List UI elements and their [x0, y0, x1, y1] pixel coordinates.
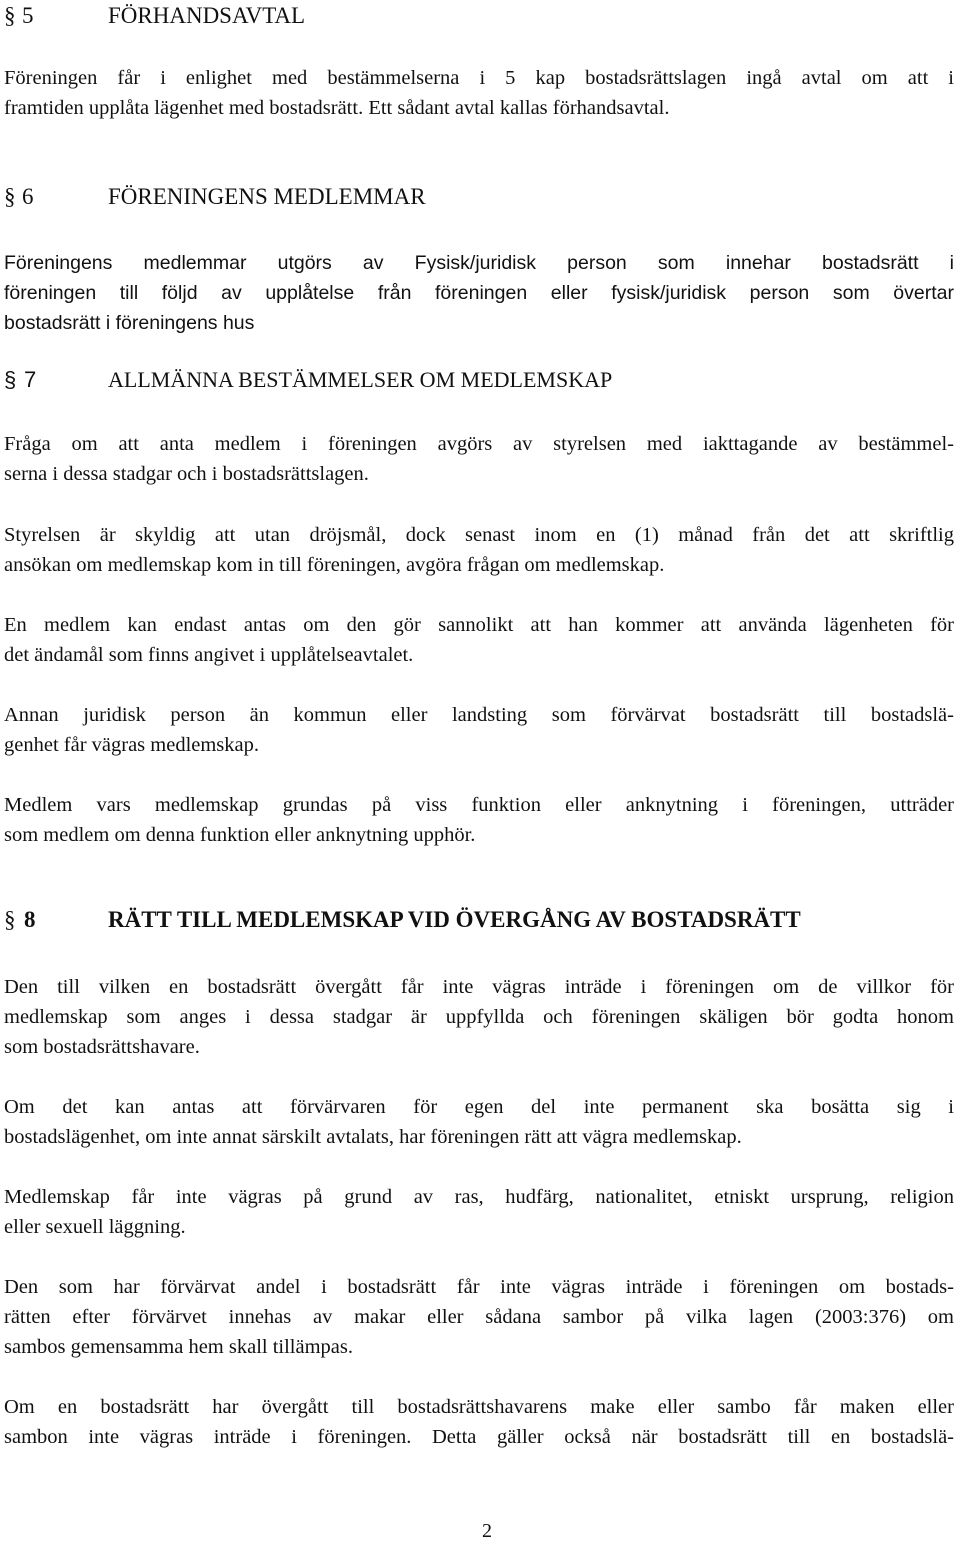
section-5-paragraph-1 [4, 63, 954, 123]
section-symbol: § [4, 3, 16, 28]
text-line: sambos gemensamma hem skall tillämpas. [4, 1336, 354, 1358]
section-8-paragraph-4 [4, 1272, 954, 1362]
section-title: RÄTT TILL MEDLEMSKAP VID ÖVERGÅNG AV BOSTADSRÄTT [108, 907, 801, 932]
text-line: Medlem vars medlemskap grundas på viss funktion eller anknytning i föreningen, utträder [4, 794, 954, 816]
text-line: Den som har förvärvat andel i bostadsrätt får inte vägras inträde i föreningen om bostads- [4, 1276, 954, 1298]
text-line: bostadsrätt i föreningens hus [4, 312, 255, 334]
text-line: medlemskap som anges i dessa stadgar är uppfyllda och föreningen skäligen bör godta honom [4, 1006, 954, 1028]
text-line: En medlem kan endast antas om den gör sannolikt att han kommer att använda lägenheten för [4, 614, 954, 636]
text-line: genhet får vägras medlemskap. [4, 734, 260, 756]
text-line: Om det kan antas att förvärvaren för egen del inte permanent ska bosätta sig i [4, 1096, 954, 1118]
text-line: rätten efter förvärvet innehas av makar eller sådana sambor på vilka lagen (2003:376) om [4, 1306, 954, 1328]
text-line: det ändamål som finns angivet i upplåtelseavtalet. [4, 644, 414, 666]
text-line: Annan juridisk person än kommun eller landsting som förvärvat bostadsrätt till bostadslä- [4, 704, 954, 726]
section-8-paragraph-3 [4, 1182, 954, 1242]
text-line: ansökan om medlemskap kom in till föreningen, avgöra frågan om medlemskap. [4, 554, 665, 576]
text-line: Medlemskap får inte vägras på grund av ras, hudfärg, nationalitet, etniskt ursprung, religion [4, 1186, 954, 1208]
text-line: eller sexuell läggning. [4, 1216, 186, 1238]
text-line: framtiden upplåta lägenhet med bostadsrätt. Ett sådant avtal kallas förhandsavtal. [4, 97, 670, 119]
text-line: Föreningen får i enlighet med bestämmelserna i 5 kap bostadsrättslagen ingå avtal om att i [4, 67, 954, 89]
section-number: 7 [24, 367, 37, 392]
section-number: 5 [22, 3, 34, 28]
section-8-paragraph-5 [4, 1392, 954, 1452]
section-number: 8 [24, 907, 36, 932]
text-line: som bostadsrättshavare. [4, 1036, 200, 1058]
text-line: Föreningens medlemmar utgörs av Fysisk/juridisk person som innehar bostadsrätt i [4, 252, 954, 274]
section-7-paragraph-4 [4, 700, 954, 760]
section-8-paragraph-2 [4, 1092, 954, 1152]
text-line: Fråga om att anta medlem i föreningen avgörs av styrelsen med iakttagande av bestämmel- [4, 433, 954, 455]
text-line: Styrelsen är skyldig att utan dröjsmål, dock senast inom en (1) månad från det att skriftlig [4, 524, 954, 546]
section-symbol: § [4, 907, 16, 932]
section-7-paragraph-5 [4, 790, 954, 850]
text-line: sambon inte vägras inträde i föreningen. Detta gäller också när bostadsrätt till en bostadslä- [4, 1426, 954, 1448]
section-title: FÖRHANDSAVTAL [108, 3, 306, 28]
text-line: Om en bostadsrätt har övergått till bostadsrättshavarens make eller sambo får maken eller [4, 1396, 954, 1418]
text-line: som medlem om denna funktion eller anknytning upphör. [4, 824, 476, 846]
section-title: ALLMÄNNA BESTÄMMELSER OM MEDLEMSKAP [108, 367, 613, 392]
page-number: 2 [482, 1520, 492, 1542]
section-7-paragraph-3 [4, 610, 954, 670]
text-line: bostadslägenhet, om inte annat särskilt avtalats, har föreningen rätt att vägra medlemskap. [4, 1126, 742, 1148]
section-title: FÖRENINGENS MEDLEMMAR [108, 184, 426, 209]
section-6-paragraph-1 [4, 248, 954, 338]
section-number: 6 [22, 184, 34, 209]
section-7-paragraph-2 [4, 520, 954, 580]
text-line: föreningen till följd av upplåtelse från föreningen eller fysisk/juridisk person som övertar [4, 282, 954, 304]
section-symbol: § [4, 367, 17, 392]
text-line: serna i dessa stadgar och i bostadsrättslagen. [4, 463, 369, 485]
section-8-paragraph-1 [4, 972, 954, 1062]
section-symbol: § [4, 184, 16, 209]
section-7-paragraph-1 [4, 429, 954, 489]
text-line: Den till vilken en bostadsrätt övergått får inte vägras inträde i föreningen om de villkor för [4, 976, 954, 998]
